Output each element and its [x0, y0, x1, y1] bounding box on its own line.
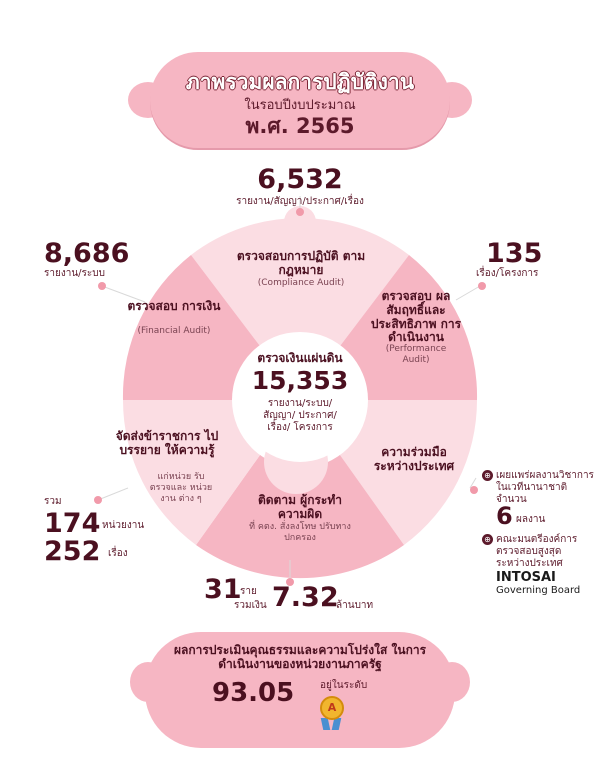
international-title: ความร่วมมือ ระหว่างประเทศ [373, 445, 455, 473]
followup-amount-value: 7.32 [272, 582, 339, 613]
compliance-unit: รายงาน/สัญญา/ประกาศ/เรื่อง [236, 196, 364, 207]
page-title: ภาพรวมผลการปฏิบัติงาน [185, 70, 415, 94]
international-item2: คณะมนตรีองค์การ ตรวจสอบสูงสุด ระหว่างประเทศ [496, 534, 578, 569]
knowledge-topics-value: 252 [44, 536, 101, 567]
knowledge-topics-unit: เรื่อง [108, 548, 128, 559]
performance-value: 135 [486, 238, 543, 269]
international-item1-value: 6 [496, 502, 513, 530]
compliance-title: ตรวจสอบการปฏิบัติ ตามกฎหมาย [236, 249, 366, 277]
fiscal-year: พ.ศ. 2565 [245, 114, 355, 138]
international-item1-unit: ผลงาน [516, 514, 546, 525]
international-org: INTOSAI [496, 570, 556, 585]
grade-medal-icon: A [320, 696, 344, 720]
financial-sub: (Financial Audit) [137, 326, 211, 336]
knowledge-title: จัดส่งข้าราชการ ไปบรรยาย ให้ความรู้ [115, 429, 219, 457]
knowledge-agencies-unit: หน่วยงาน [102, 520, 145, 531]
performance-title: ตรวจสอบ ผลสัมฤทธิ์และ ประสิทธิภาพ การดำเนินงาน [370, 289, 462, 345]
globe-icon: ⊕ [482, 534, 493, 545]
knowledge-sub: แก่หน่วย รับตรวจและ หน่วยงาน ต่าง ๆ [149, 472, 213, 504]
financial-unit: รายงาน/ระบบ [44, 268, 105, 279]
center-title: ตรวจเงินแผ่นดิน [257, 351, 343, 365]
international-item1: เผยแพร่ผลงานวิชาการ ในเวทีนานาชาติ จำนวน [496, 470, 594, 505]
followup-amount-label: รวมเงิน [234, 600, 267, 611]
financial-title: ตรวจสอบ การเงิน [127, 299, 221, 313]
bottom-level-label: อยู่ในระดับ [320, 680, 368, 691]
bottom-title: ผลการประเมินคุณธรรมและความโปร่งใส ในการดำเนินงานของหน่วยงานภาครัฐ [173, 643, 427, 671]
followup-count-value: 31 [204, 574, 242, 605]
compliance-sub: (Compliance Audit) [257, 278, 345, 288]
followup-count-unit: ราย [240, 586, 257, 597]
globe-icon: ⊕ [482, 470, 493, 481]
performance-unit: เรื่อง/โครงการ [476, 268, 539, 279]
center-value: 15,353 [251, 366, 349, 395]
bottom-score: 93.05 [212, 678, 295, 708]
page-subtitle: ในรอบปีงบประมาณ [244, 98, 356, 113]
knowledge-total-label: รวม [44, 496, 62, 507]
followup-amount-unit: ล้านบาท [336, 600, 374, 611]
followup-sub: ที่ คตง. สั่งลงโทษ ปรับทางปกครอง [249, 522, 351, 543]
financial-value: 8,686 [44, 238, 130, 269]
knowledge-agencies-value: 174 [44, 508, 101, 539]
compliance-value: 6,532 [257, 164, 343, 195]
followup-title: ติดตาม ผู้กระทำความผิด [257, 493, 343, 521]
performance-sub: (Performance Audit) [385, 344, 447, 365]
international-org-sub: Governing Board [496, 585, 581, 596]
center-unit: รายงาน/ระบบ/ สัญญา/ ประกาศ/เรื่อง/ โครงการ [263, 398, 337, 433]
